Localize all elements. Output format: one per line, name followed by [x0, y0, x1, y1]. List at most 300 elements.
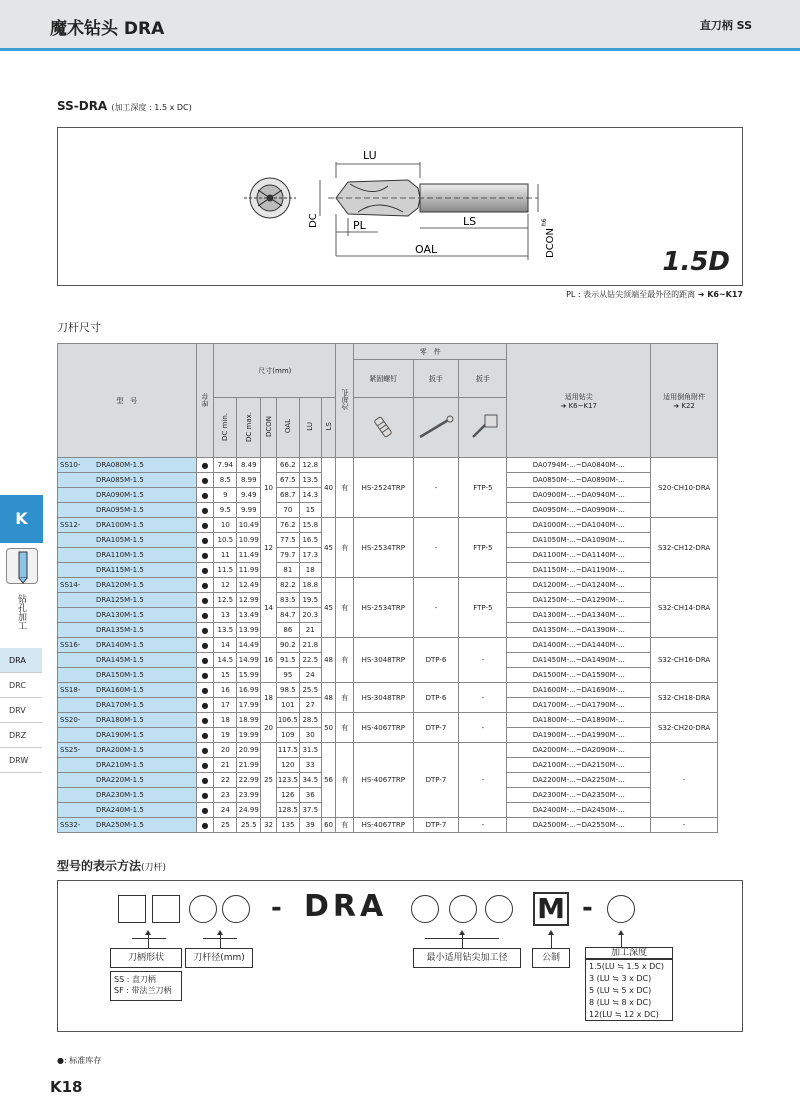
wrench1-value: DTP-6: [413, 683, 459, 713]
stock-mark: ●: [196, 638, 214, 653]
wrench1-value: -: [413, 518, 459, 578]
col-lu: [299, 398, 321, 458]
tip-range-value: DA1500M-...~DA1590M-...: [507, 668, 651, 683]
stock-mark: ●: [196, 608, 214, 623]
tip-range-value: DA2500M-...~DA2550M-...: [507, 818, 651, 833]
stock-mark: ●: [196, 473, 214, 488]
code-dash-1: -: [271, 893, 282, 923]
col-tip: 适用钻尖 ➜ K6~K17: [507, 344, 651, 458]
lu-value: 16.5: [299, 533, 321, 548]
coolant-value: 有: [336, 683, 354, 713]
oal-value: 95: [276, 668, 299, 683]
col-coolant: [336, 344, 354, 458]
dc-max-value: 12.99: [237, 593, 261, 608]
model-number: DRA085M-1.5: [96, 476, 144, 484]
oal-value: 128.5: [276, 803, 299, 818]
dc-min-value: 21: [214, 758, 237, 773]
model-number: DRA240M-1.5: [96, 806, 144, 814]
coolant-value: 有: [336, 518, 354, 578]
dc-max-value: 16.99: [237, 683, 261, 698]
coolant-value: 有: [336, 578, 354, 638]
dc-max-value: 24.99: [237, 803, 261, 818]
wrench2-value: FTP-5: [459, 578, 507, 638]
shape-option-sf: SF : 带法兰刀柄: [114, 986, 172, 995]
screw-value: HS-3048TRP: [354, 638, 413, 683]
chamfer-value: S32-CH20-DRA: [651, 713, 718, 743]
dcon-value: 18: [261, 683, 277, 713]
wrench-t-icon: [459, 398, 507, 458]
stock-mark: ●: [196, 728, 214, 743]
oal-value: 81: [276, 563, 299, 578]
col-ls-label: LS: [324, 422, 333, 431]
model-number: DRA100M-1.5: [96, 521, 144, 529]
model-number: DRA230M-1.5: [96, 791, 144, 799]
wrench2-value: -: [459, 683, 507, 713]
pl-note: PL : 表示从钻尖顶端至最外径的距离 ➜ K6~K17: [566, 290, 743, 299]
min-arrow: [462, 934, 463, 948]
ls-value: 50: [321, 713, 336, 743]
wrench2-value: FTP-5: [459, 458, 507, 518]
stock-mark: ●: [196, 653, 214, 668]
col-model: 型 号: [58, 344, 197, 458]
dc-min-value: 23: [214, 788, 237, 803]
section-tab-k[interactable]: K: [0, 495, 43, 543]
dcon-value: 14: [261, 578, 277, 638]
lu-value: 15: [299, 503, 321, 518]
coolant-value: 有: [336, 743, 354, 818]
lu-value: 31.5: [299, 743, 321, 758]
oal-value: 126: [276, 788, 299, 803]
dc-max-value: 13.99: [237, 623, 261, 638]
screw-value: HS-2534TRP: [354, 518, 413, 578]
dc-max-value: 8.99: [237, 473, 261, 488]
dc-max-value: 19.99: [237, 728, 261, 743]
metric-arrow: [551, 934, 552, 948]
lu-value: 34.5: [299, 773, 321, 788]
model-number: DRA210M-1.5: [96, 761, 144, 769]
ls-value: 48: [321, 638, 336, 683]
lu-value: 37.5: [299, 803, 321, 818]
col-chamfer-label: 适用倒角附件: [663, 392, 706, 401]
tip-range-value: DA0950M-...~DA0990M-...: [507, 503, 651, 518]
lu-value: 24: [299, 668, 321, 683]
lu-value: 18: [299, 563, 321, 578]
dcon-tolerance: h6: [541, 218, 548, 226]
col-parts: 零 件: [354, 344, 507, 360]
dc-min-value: 9: [214, 488, 237, 503]
dc-min-value: 13.5: [214, 623, 237, 638]
stock-mark: ●: [196, 548, 214, 563]
ls-value: 60: [321, 818, 336, 833]
tip-range-value: DA1700M-...~DA1790M-...: [507, 698, 651, 713]
depth-options: [585, 959, 673, 1021]
dcon-value: 16: [261, 638, 277, 683]
table-row: [58, 818, 718, 833]
page-title: 魔术钻头 DRA: [50, 19, 165, 39]
model-number: DRA160M-1.5: [96, 686, 144, 694]
coolant-value: 有: [336, 638, 354, 683]
dcon-value: 25: [261, 743, 277, 818]
lu-value: 27: [299, 698, 321, 713]
stock-mark: ●: [196, 683, 214, 698]
model-cell: [58, 593, 197, 608]
tip-range-value: DA1350M-...~DA1390M-...: [507, 623, 651, 638]
tip-range-value: DA1100M-...~DA1140M-...: [507, 548, 651, 563]
coolant-value: 有: [336, 818, 354, 833]
stock-mark: ●: [196, 488, 214, 503]
chamfer-value: -: [651, 818, 718, 833]
oal-value: 67.5: [276, 473, 299, 488]
lu-value: 20.3: [299, 608, 321, 623]
col-dcon-label: DCON: [264, 415, 273, 438]
col-oal-label: OAL: [283, 419, 292, 434]
ls-value: 45: [321, 578, 336, 638]
model-cell: [58, 578, 197, 593]
dc-max-value: 17.99: [237, 698, 261, 713]
code-dash-2: -: [582, 893, 593, 923]
col-screw: 紧固螺钉: [354, 360, 413, 398]
tip-range-value: DA0900M-...~DA0940M-...: [507, 488, 651, 503]
depth-option-3: 3 (LU ≒ 3 x DC): [589, 974, 652, 983]
model-cell: [58, 608, 197, 623]
section-title-text: SS-DRA: [57, 99, 108, 113]
depth-option-12: 12(LU ≒ 12 x DC): [589, 1010, 659, 1019]
dcon-label: DCON: [545, 227, 556, 258]
shape-label: 刀柄形状: [110, 948, 182, 968]
drill-end-view: [244, 178, 296, 218]
oal-value: 117.5: [276, 743, 299, 758]
stock-mark: ●: [196, 773, 214, 788]
side-nav-drz[interactable]: DRZ: [0, 723, 42, 748]
screw-value: HS-4067TRP: [354, 743, 413, 818]
model-cell: [58, 623, 197, 638]
model-number: DRA120M-1.5: [96, 581, 144, 589]
wrench1-value: DTP-7: [413, 743, 459, 818]
wrench1-value: -: [413, 578, 459, 638]
lu-value: 33: [299, 758, 321, 773]
lu-value: 19.5: [299, 593, 321, 608]
lu-value: 39: [299, 818, 321, 833]
dc-min-value: 10: [214, 518, 237, 533]
depth-option-8: 8 (LU ≒ 8 x DC): [589, 998, 652, 1007]
model-number: DRA150M-1.5: [96, 671, 144, 679]
wrench2-value: -: [459, 638, 507, 683]
tip-range-value: DA2200M-...~DA2250M-...: [507, 773, 651, 788]
dcon-value: 10: [261, 458, 277, 518]
col-dcmax: [237, 398, 261, 458]
stock-mark: ●: [196, 533, 214, 548]
stock-mark: ●: [196, 743, 214, 758]
shape-option-ss: SS : 直刀柄: [114, 975, 156, 984]
shape-options: [110, 971, 182, 1001]
diam-circle-2: [222, 895, 250, 923]
oal-value: 98.5: [276, 683, 299, 698]
model-number: DRA170M-1.5: [96, 701, 144, 709]
tip-range-value: DA1200M-...~DA1240M-...: [507, 578, 651, 593]
lu-value: 21: [299, 623, 321, 638]
col-oal: [276, 398, 299, 458]
pl-label: PL: [353, 219, 366, 232]
dc-min-value: 14: [214, 638, 237, 653]
model-prefix: SS16-: [60, 641, 81, 649]
drill-side-view: [328, 180, 538, 216]
drill-drawing: [58, 128, 744, 287]
model-cell: [58, 563, 197, 578]
tip-range-value: DA1300M-...~DA1340M-...: [507, 608, 651, 623]
tip-range-value: DA1800M-...~DA1890M-...: [507, 713, 651, 728]
model-cell: [58, 683, 197, 698]
ls-label: LS: [463, 215, 477, 228]
dc-min-value: 12.5: [214, 593, 237, 608]
shank-dimensions-table: [57, 343, 718, 833]
tip-range-value: DA2400M-...~DA2450M-...: [507, 803, 651, 818]
table-row: [58, 743, 718, 758]
table-row: [58, 518, 718, 533]
depth-label: 加工深度: [585, 947, 673, 959]
wrench-key-icon: [413, 398, 459, 458]
model-cell: [58, 773, 197, 788]
oal-value: 106.5: [276, 713, 299, 728]
shape-box-1: [118, 895, 146, 923]
section-subtitle: (加工深度 : 1.5 x DC): [111, 103, 192, 112]
model-number: DRA250M-1.5: [96, 821, 144, 829]
col-tip-ref[interactable]: K6~K17: [568, 401, 598, 410]
model-number: DRA115M-1.5: [96, 566, 144, 574]
lu-value: 30: [299, 728, 321, 743]
screw-icon: [354, 398, 413, 458]
col-dcmin: [214, 398, 237, 458]
chamfer-value: S32-CH12-DRA: [651, 518, 718, 578]
model-cell: [58, 743, 197, 758]
col-dimensions: 尺寸(mm): [214, 344, 336, 398]
table-row: [58, 578, 718, 593]
stock-mark: ●: [196, 788, 214, 803]
screw-value: HS-2534TRP: [354, 578, 413, 638]
dc-min-value: 19: [214, 728, 237, 743]
stock-mark: ●: [196, 803, 214, 818]
dc-max-value: 9.49: [237, 488, 261, 503]
model-cell: [58, 488, 197, 503]
lu-label: LU: [363, 149, 377, 162]
table-row: [58, 458, 718, 473]
lu-value: 13.5: [299, 473, 321, 488]
wrench1-value: DTP-6: [413, 638, 459, 683]
oal-value: 123.5: [276, 773, 299, 788]
screw-value: HS-3048TRP: [354, 683, 413, 713]
dc-max-value: 10.49: [237, 518, 261, 533]
model-number: DRA190M-1.5: [96, 731, 144, 739]
dc-min-value: 7.94: [214, 458, 237, 473]
model-cell: [58, 668, 197, 683]
dcon-value: 12: [261, 518, 277, 578]
col-stock: [196, 344, 214, 458]
oal-value: 91.5: [276, 653, 299, 668]
dcon-value: 20: [261, 713, 277, 743]
chamfer-value: S32-CH16-DRA: [651, 638, 718, 683]
shape-arrow: [148, 934, 149, 948]
tip-range-value: DA0794M-...~DA0840M-...: [507, 458, 651, 473]
dc-min-value: 24: [214, 803, 237, 818]
side-nav-drw[interactable]: DRW: [0, 748, 42, 773]
stock-note: ●: 标准库存: [57, 1056, 102, 1065]
tip-range-value: DA1450M-...~DA1490M-...: [507, 653, 651, 668]
col-stock-label: 库存: [201, 392, 209, 407]
model-cell: [58, 728, 197, 743]
col-chamfer-ref[interactable]: K22: [681, 401, 695, 410]
model-prefix: SS14-: [60, 581, 81, 589]
tip-range-value: DA1000M-...~DA1040M-...: [507, 518, 651, 533]
dc-min-value: 12: [214, 578, 237, 593]
model-prefix: SS10-: [60, 461, 81, 469]
ls-value: 48: [321, 683, 336, 713]
oal-value: 76.2: [276, 518, 299, 533]
tip-range-value: DA1150M-...~DA1190M-...: [507, 563, 651, 578]
model-cell: [58, 818, 197, 833]
model-cell: [58, 518, 197, 533]
depth-option-1-5: 1.5(LU ≒ 1.5 x DC): [589, 962, 664, 971]
model-cell: [58, 803, 197, 818]
coolant-value: 有: [336, 713, 354, 743]
depth-badge: 1.5D: [662, 247, 730, 277]
side-nav-dra[interactable]: DRA: [0, 648, 42, 673]
lu-value: 36: [299, 788, 321, 803]
page-number: K18: [50, 1078, 83, 1096]
lu-value: 18.8: [299, 578, 321, 593]
oal-label: OAL: [415, 243, 438, 256]
model-prefix: SS12-: [60, 521, 81, 529]
model-number: DRA090M-1.5: [96, 491, 144, 499]
lu-value: 12.8: [299, 458, 321, 473]
dc-max-value: 15.99: [237, 668, 261, 683]
tip-range-value: DA2100M-...~DA2150M-...: [507, 758, 651, 773]
col-ls: [321, 398, 336, 458]
stock-mark: ●: [196, 623, 214, 638]
model-cell: [58, 548, 197, 563]
model-cell: [58, 698, 197, 713]
chamfer-value: S20-CH10-DRA: [651, 458, 718, 518]
dc-max-value: 12.49: [237, 578, 261, 593]
oal-value: 86: [276, 623, 299, 638]
model-number: DRA135M-1.5: [96, 626, 144, 634]
dc-max-value: 9.99: [237, 503, 261, 518]
model-number: DRA130M-1.5: [96, 611, 144, 619]
oal-value: 79.7: [276, 548, 299, 563]
stock-mark: ●: [196, 518, 214, 533]
model-cell: [58, 653, 197, 668]
model-number: DRA080M-1.5: [96, 461, 144, 469]
stock-mark: ●: [196, 698, 214, 713]
model-cell: [58, 458, 197, 473]
dc-max-value: 18.99: [237, 713, 261, 728]
wrench1-value: DTP-7: [413, 713, 459, 743]
diam-label: 刀杆径(mm): [185, 948, 253, 968]
tip-range-value: DA1250M-...~DA1290M-...: [507, 593, 651, 608]
dc-max-value: 20.99: [237, 743, 261, 758]
depth-option-5: 5 (LU ≒ 5 x DC): [589, 986, 652, 995]
tip-range-value: DA2300M-...~DA2350M-...: [507, 788, 651, 803]
dc-min-value: 10.5: [214, 533, 237, 548]
shape-bracket: [132, 938, 166, 939]
pl-note-ref[interactable]: K6~K17: [707, 290, 743, 299]
lu-value: 28.5: [299, 713, 321, 728]
model-number: DRA145M-1.5: [96, 656, 144, 664]
dc-max-value: 8.49: [237, 458, 261, 473]
min-circle-1: [411, 895, 439, 923]
oal-value: 84.7: [276, 608, 299, 623]
side-category-label: 钻孔加工: [16, 594, 26, 630]
model-prefix: SS32-: [60, 821, 81, 829]
wrench2-value: -: [459, 713, 507, 743]
dc-min-value: 9.5: [214, 503, 237, 518]
side-nav-drv[interactable]: DRV: [0, 698, 42, 723]
screw-value: HS-4067TRP: [354, 818, 413, 833]
lu-value: 17.3: [299, 548, 321, 563]
screw-value: HS-4067TRP: [354, 713, 413, 743]
model-number: DRA125M-1.5: [96, 596, 144, 604]
dc-min-value: 18: [214, 713, 237, 728]
dc-min-value: 17: [214, 698, 237, 713]
model-number: DRA140M-1.5: [96, 641, 144, 649]
diam-circle-1: [189, 895, 217, 923]
stock-mark: ●: [196, 713, 214, 728]
dc-min-value: 11: [214, 548, 237, 563]
table-row: [58, 713, 718, 728]
oal-value: 101: [276, 698, 299, 713]
dcon-value: 32: [261, 818, 277, 833]
screw-value: HS-2524TRP: [354, 458, 413, 518]
lu-value: 25.5: [299, 683, 321, 698]
ls-value: 45: [321, 518, 336, 578]
tip-range-value: DA1400M-...~DA1440M-...: [507, 638, 651, 653]
shank-dimensions-title: 刀杆尺寸: [57, 321, 101, 334]
dc-min-value: 16: [214, 683, 237, 698]
dc-min-value: 8.5: [214, 473, 237, 488]
model-cell: [58, 713, 197, 728]
dc-min-value: 15: [214, 668, 237, 683]
dc-min-value: 20: [214, 743, 237, 758]
dc-max-value: 10.99: [237, 533, 261, 548]
code-dra: DRA: [304, 889, 388, 924]
chamfer-value: -: [651, 743, 718, 818]
col-lu-label: LU: [306, 422, 315, 431]
stock-mark: ●: [196, 578, 214, 593]
oal-value: 90.2: [276, 638, 299, 653]
oal-value: 77.5: [276, 533, 299, 548]
col-chamfer: 适用倒角附件 ➜ K22: [651, 344, 718, 458]
chamfer-value: S32-CH18-DRA: [651, 683, 718, 713]
pl-note-text: PL : 表示从钻尖顶端至最外径的距离: [566, 290, 696, 299]
depth-arrow: [621, 934, 622, 948]
dc-min-value: 11.5: [214, 563, 237, 578]
tip-range-value: DA1900M-...~DA1990M-...: [507, 728, 651, 743]
drill-icon: [6, 548, 38, 584]
stock-mark: ●: [196, 458, 214, 473]
model-number: DRA110M-1.5: [96, 551, 144, 559]
model-cell: [58, 788, 197, 803]
code-title-suffix: (刀杆): [141, 863, 167, 873]
col-wrench-2: 扳手: [459, 360, 507, 398]
tip-range-value: DA0850M-...~DA0890M-...: [507, 473, 651, 488]
side-nav-drc[interactable]: DRC: [0, 673, 42, 698]
oal-value: 120: [276, 758, 299, 773]
dc-max-value: 25.5: [237, 818, 261, 833]
dc-max-value: 14.99: [237, 653, 261, 668]
oal-value: 135: [276, 818, 299, 833]
dc-max-value: 13.49: [237, 608, 261, 623]
wrench1-value: -: [413, 458, 459, 518]
dc-max-value: 11.49: [237, 548, 261, 563]
table-row: [58, 638, 718, 653]
